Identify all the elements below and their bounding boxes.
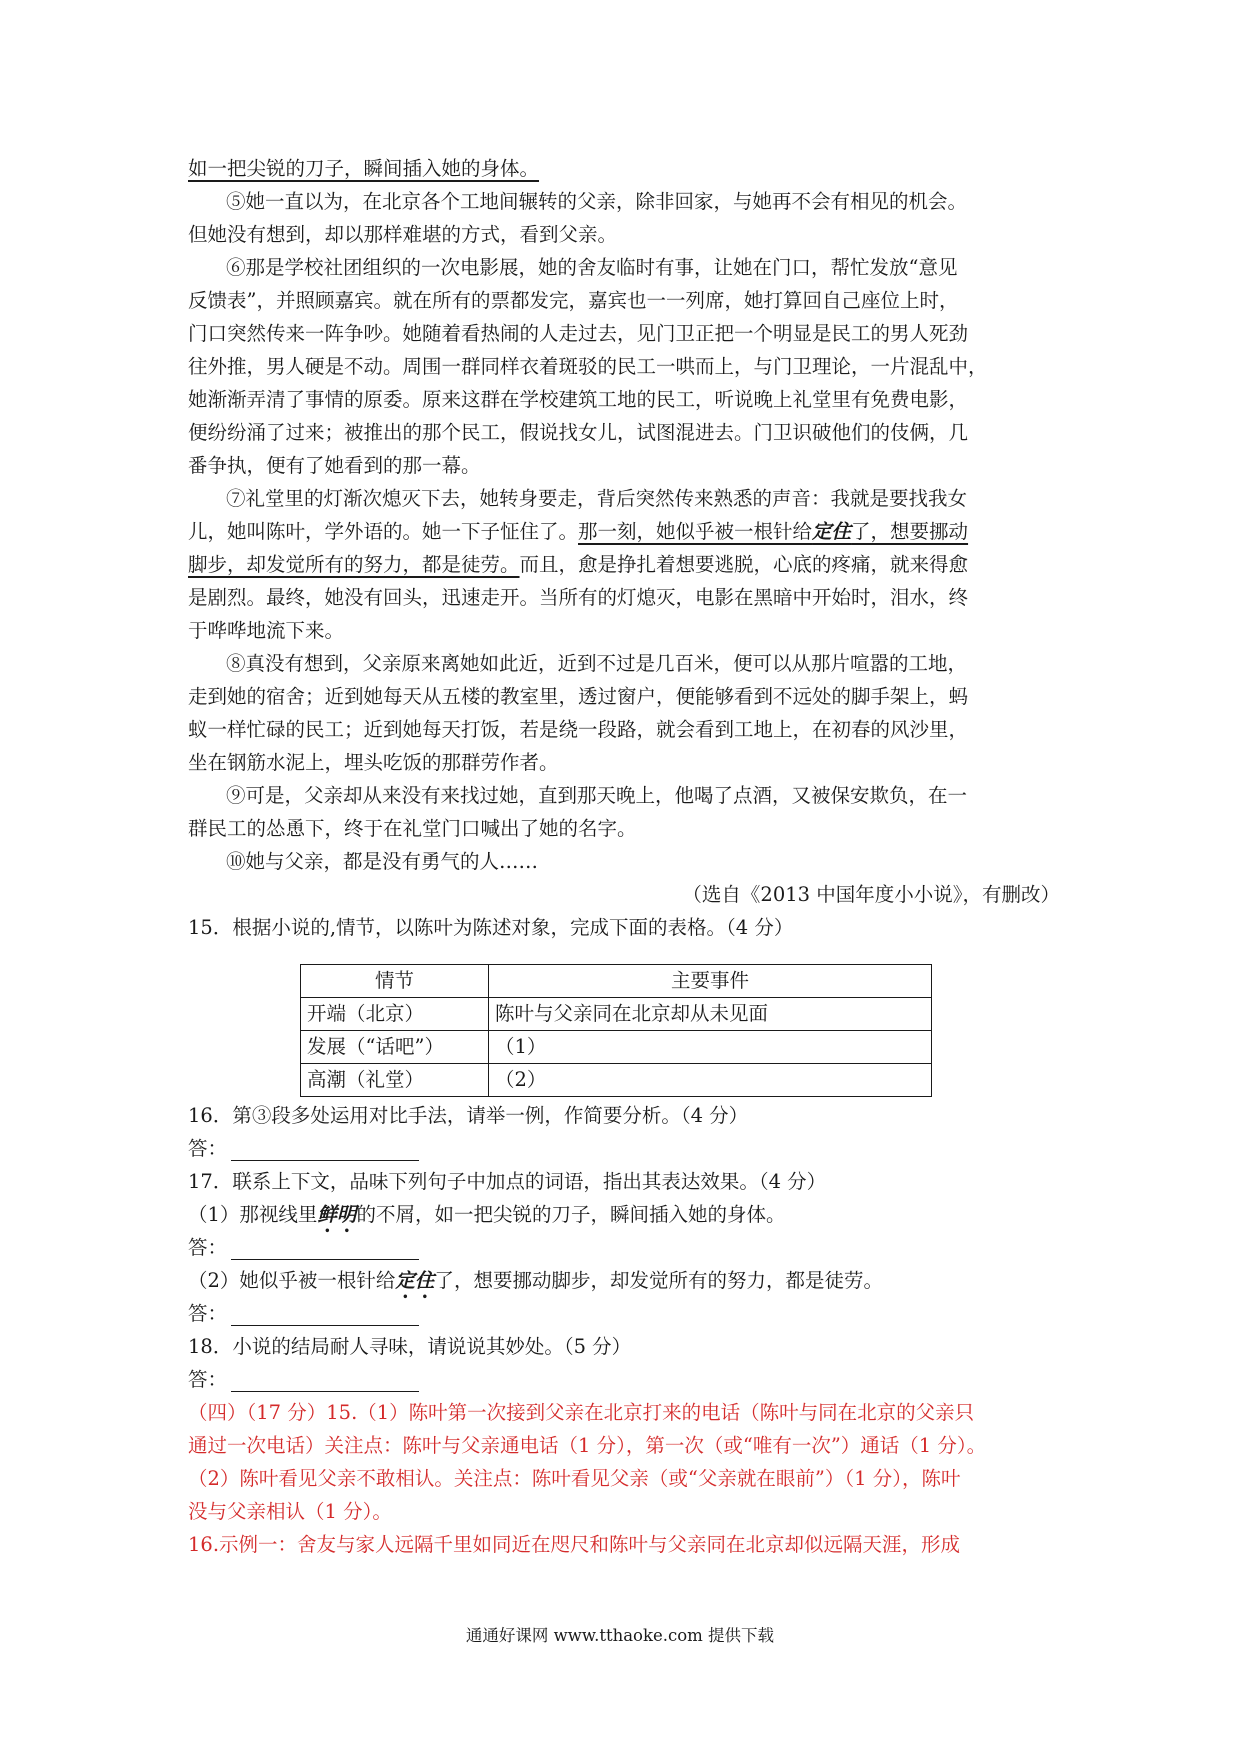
answer-row (188, 1231, 1060, 1264)
answer-blank[interactable] (231, 1369, 419, 1392)
underlined-sentence: 脚步，却发觉所有的努力，都是徒劳。 (188, 553, 520, 576)
paragraph-5-line-1: ⑤她一直以为，在北京各个工地间辗转的父亲，除非回家，与她再不会有相见的机会。 (226, 190, 968, 213)
paragraph-7-text: 而且，愈是挣扎着想要逃脱，心底的疼痛，就来得愈 (519, 553, 969, 576)
underlined-text: 了，想要挪动 (851, 520, 969, 543)
question-17: 17．联系上下文，品味下列句子中加点的词语，指出其表达效果。（4 分） (188, 1170, 827, 1193)
paragraph-8-line-1: ⑧真没有想到，父亲原来离她如此近，近到不过是几百米，便可以从那片喧嚣的工地， (226, 652, 968, 675)
answer-label: 答： (188, 1302, 228, 1325)
answer-blank[interactable] (231, 1138, 419, 1161)
answer-key-line: 没与父亲相认（1 分）。 (188, 1500, 392, 1523)
paragraph-6-line-4: 往外推，男人硬是不动。周围一群同样衣着斑驳的民工一哄而上，与门卫理论，一片混乱中， (188, 355, 988, 378)
table-cell: 开端（北京） (301, 998, 489, 1031)
source-citation: （选自《2013 中国年度小小说》，有删改） (682, 883, 1060, 906)
paragraph-6-line-7: 番争执，便有了她看到的那一幕。 (188, 454, 481, 477)
answer-label: 答： (188, 1137, 228, 1160)
underlined-sentence (578, 520, 968, 543)
paragraph-8-line-3: 蚁一样忙碌的民工；近到她每天打饭，若是绕一段路，就会看到工地上，在初春的风沙里， (188, 718, 969, 741)
answer-blank[interactable] (231, 1237, 419, 1260)
document-content (188, 152, 1060, 1561)
table-cell: （1） (489, 1031, 932, 1064)
table-header-cell: 情节 (301, 965, 489, 998)
paragraph-6-line-1: ⑥那是学校社团组织的一次电影展，她的舍友临时有事，让她在门口，帮忙发放“意见 (226, 256, 958, 279)
sentence-text: （2）她似乎被一根针给 (188, 1269, 396, 1292)
table-cell: 陈叶与父亲同在北京却从未见面 (489, 998, 932, 1031)
paragraph-8-line-4: 坐在钢筋水泥上，埋头吃饭的那群劳作者。 (188, 751, 559, 774)
question-17-sentence-2 (188, 1264, 1060, 1297)
table-cell: 发展（“话吧”） (301, 1031, 489, 1064)
answer-blank[interactable] (231, 1303, 419, 1326)
question-15: 15．根据小说的,情节，以陈叶为陈述对象，完成下面的表格。（4 分） (188, 916, 794, 939)
question-18: 18．小说的结局耐人寻味，请说说其妙处。（5 分） (188, 1335, 632, 1358)
paragraph-6-line-3: 门口突然传来一阵争吵。她随着看热闹的人走过去，见门卫正把一个明显是民工的男人死劲 (188, 322, 969, 345)
table-row (301, 998, 932, 1031)
paragraph-7-line-2 (188, 515, 1060, 548)
paragraph-8-line-2: 走到她的宿舍；近到她每天从五楼的教室里，透过窗户，便能够看到不远处的脚手架上，蚂 (188, 685, 969, 708)
answer-label: 答： (188, 1368, 228, 1391)
table-row (301, 1031, 932, 1064)
paragraph-10: ⑩她与父亲，都是没有勇气的人…… (226, 850, 539, 873)
table-header-cell: 主要事件 (489, 965, 932, 998)
paragraph-7-line-4: 是剧烈。最终，她没有回头，迅速走开。当所有的灯熄灭，电影在黑暗中开始时，泪水，终 (188, 586, 969, 609)
table-cell: （2） (489, 1064, 932, 1097)
dotted-word: 鲜明 (317, 1203, 357, 1226)
question-17-sentence-1 (188, 1198, 1060, 1231)
paragraph-6-line-5: 她渐渐弄清了事情的原委。原来这群在学校建筑工地的民工，听说晚上礼堂里有免费电影， (188, 388, 969, 411)
passage-line (188, 152, 1060, 185)
answer-key-line: 通过一次电话）关注点：陈叶与父亲通电话（1 分），第一次（或“唯有一次”）通话（1 分）。 (188, 1434, 987, 1457)
sentence-text: 了，想要挪动脚步，却发觉所有的努力，都是徒劳。 (434, 1269, 883, 1292)
paragraph-7-line-3 (188, 548, 1060, 581)
answer-key-line: 16.示例一：舍友与家人远隔千里如同近在咫尺和陈叶与父亲同在北京却似远隔天涯，形成 (188, 1533, 961, 1556)
dotted-word: 定住 (395, 1269, 435, 1292)
answer-key-line: （四）（17 分）15.（1）陈叶第一次接到父亲在北京打来的电话（陈叶与同在北京的父亲只 (188, 1401, 975, 1424)
plot-table (300, 964, 932, 1097)
table-header-row (301, 965, 932, 998)
paragraph-7-text: 儿，她叫陈叶，学外语的。她一下子怔住了。 (188, 520, 579, 543)
question-16: 16．第③段多处运用对比手法，请举一例，作简要分析。（4 分） (188, 1104, 749, 1127)
paragraph-9-line-2: 群民工的怂恿下，终于在礼堂门口喊出了她的名字。 (188, 817, 637, 840)
answer-row (188, 1363, 1060, 1396)
emphasized-word: 定住 (812, 520, 852, 543)
sentence-text: （1）那视线里 (188, 1203, 318, 1226)
table-cell: 高潮（礼堂） (301, 1064, 489, 1097)
paragraph-6-line-2: 反馈表”，并照顾嘉宾。就在所有的票都发完，嘉宾也一一列席，她打算回自己座位上时， (188, 289, 959, 312)
underlined-text: 那一刻，她似乎被一根针给 (578, 520, 813, 543)
paragraph-9-line-1: ⑨可是，父亲却从来没有来找过她，直到那天晚上，他喝了点酒，又被保安欺负，在一 (226, 784, 968, 807)
paragraph-6-line-6: 便纷纷涌了过来；被推出的那个民工，假说找女儿，试图混进去。门卫识破他们的伎俩，几 (188, 421, 969, 444)
paragraph-7-line-5: 于哗哗地流下来。 (188, 619, 345, 642)
answer-row (188, 1132, 1060, 1165)
paragraph-5-line-2: 但她没有想到，却以那样难堪的方式，看到父亲。 (188, 223, 618, 246)
answer-key-line: （2）陈叶看见父亲不敢相认。关注点：陈叶看见父亲（或“父亲就在眼前”）（1 分），陈叶 (188, 1467, 961, 1490)
paragraph-7-line-1: ⑦礼堂里的灯渐次熄灭下去，她转身要走，背后突然传来熟悉的声音：我就是要找我女 (226, 487, 968, 510)
sentence-text: 的不屑，如一把尖锐的刀子，瞬间插入她的身体。 (356, 1203, 786, 1226)
page-footer: 通通好课网 www.tthaoke.com 提供下载 (465, 1626, 775, 1645)
answer-row (188, 1297, 1060, 1330)
answer-label: 答： (188, 1236, 228, 1259)
table-row (301, 1064, 932, 1097)
underlined-sentence: 如一把尖锐的刀子，瞬间插入她的身体。 (188, 157, 540, 180)
